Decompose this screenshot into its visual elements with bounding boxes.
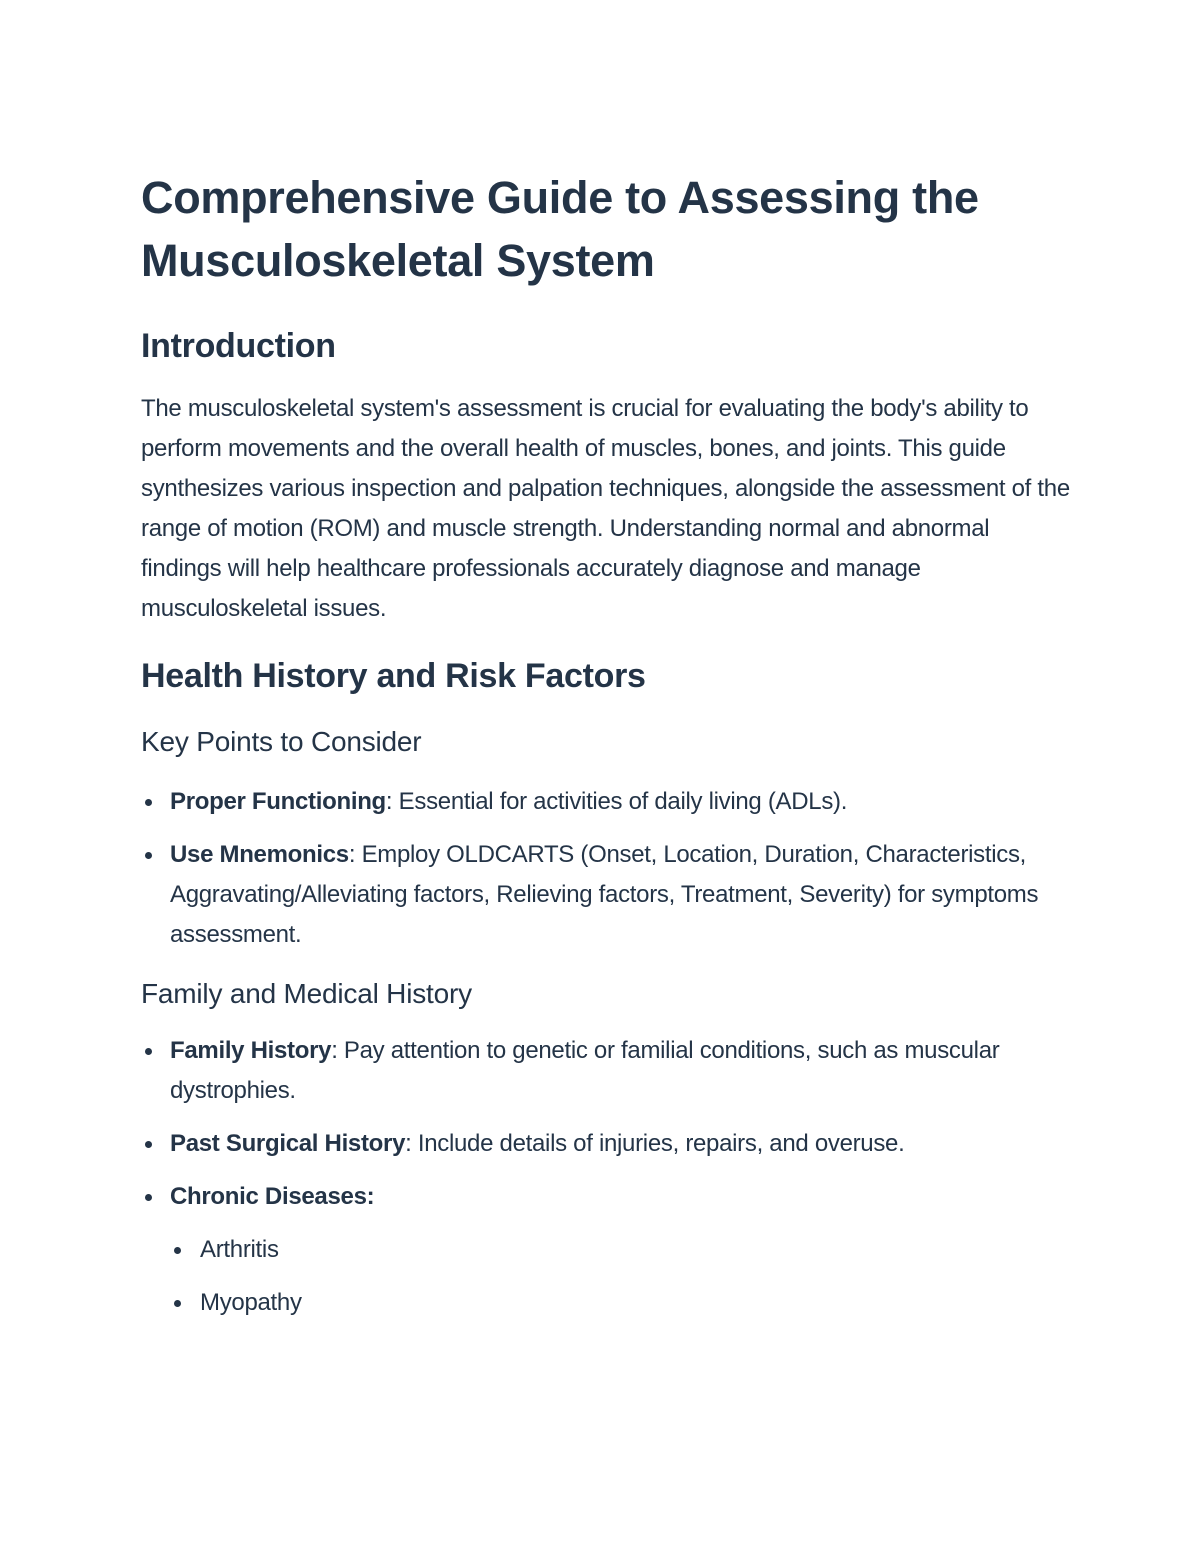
health-history-heading: Health History and Risk Factors xyxy=(141,657,646,695)
item-term: Family History xyxy=(170,1037,332,1064)
family-medical-list xyxy=(141,1031,1071,1323)
item-text: : Essential for activities of daily living (ADLs). xyxy=(385,788,848,815)
chronic-diseases-sublist xyxy=(170,1230,1071,1323)
item-term: Past Surgical History xyxy=(170,1130,406,1157)
item-text: : Include details of injuries, repairs, and overuse. xyxy=(405,1130,905,1157)
sublist-item: Myopathy xyxy=(170,1283,1071,1323)
sublist-item: Arthritis xyxy=(170,1230,1071,1270)
item-text: : xyxy=(366,1183,375,1210)
list-item xyxy=(141,835,1071,955)
key-points-list xyxy=(141,782,1071,955)
item-term: Use Mnemonics xyxy=(170,841,349,868)
list-item xyxy=(141,782,1071,822)
item-term: Proper Functioning xyxy=(170,788,386,815)
list-item xyxy=(141,1124,1071,1164)
key-points-heading: Key Points to Consider xyxy=(141,726,422,757)
item-text: : Pay attention to genetic or familial conditions, such as muscular dystrophies. xyxy=(170,1037,1000,1104)
item-term: Chronic Diseases xyxy=(170,1183,367,1210)
introduction-heading: Introduction xyxy=(141,327,336,365)
family-medical-heading: Family and Medical History xyxy=(141,978,472,1009)
item-text: : Employ OLDCARTS (Onset, Location, Duration, Characteristics, Aggravating/Alleviating factors, Relieving factors, Treatment, Severity) for symptoms assessment. xyxy=(170,841,1039,948)
document-page xyxy=(141,166,1071,1323)
list-item xyxy=(141,1031,1071,1111)
list-item xyxy=(141,1177,1071,1323)
document-title: Comprehensive Guide to Assessing the Musculoskeletal System xyxy=(141,172,979,286)
introduction-paragraph: The musculoskeletal system's assessment is crucial for evaluating the body's ability to perform movements and the overall health of muscles, bones, and joints. This guide synthesizes various inspection and palpation techniques, alongside the assessment of the range of motion (ROM) and muscle strength. Understanding normal and abnormal findings will help healthcare professionals accurately diagnose and manage musculoskeletal issues. xyxy=(141,395,1070,622)
